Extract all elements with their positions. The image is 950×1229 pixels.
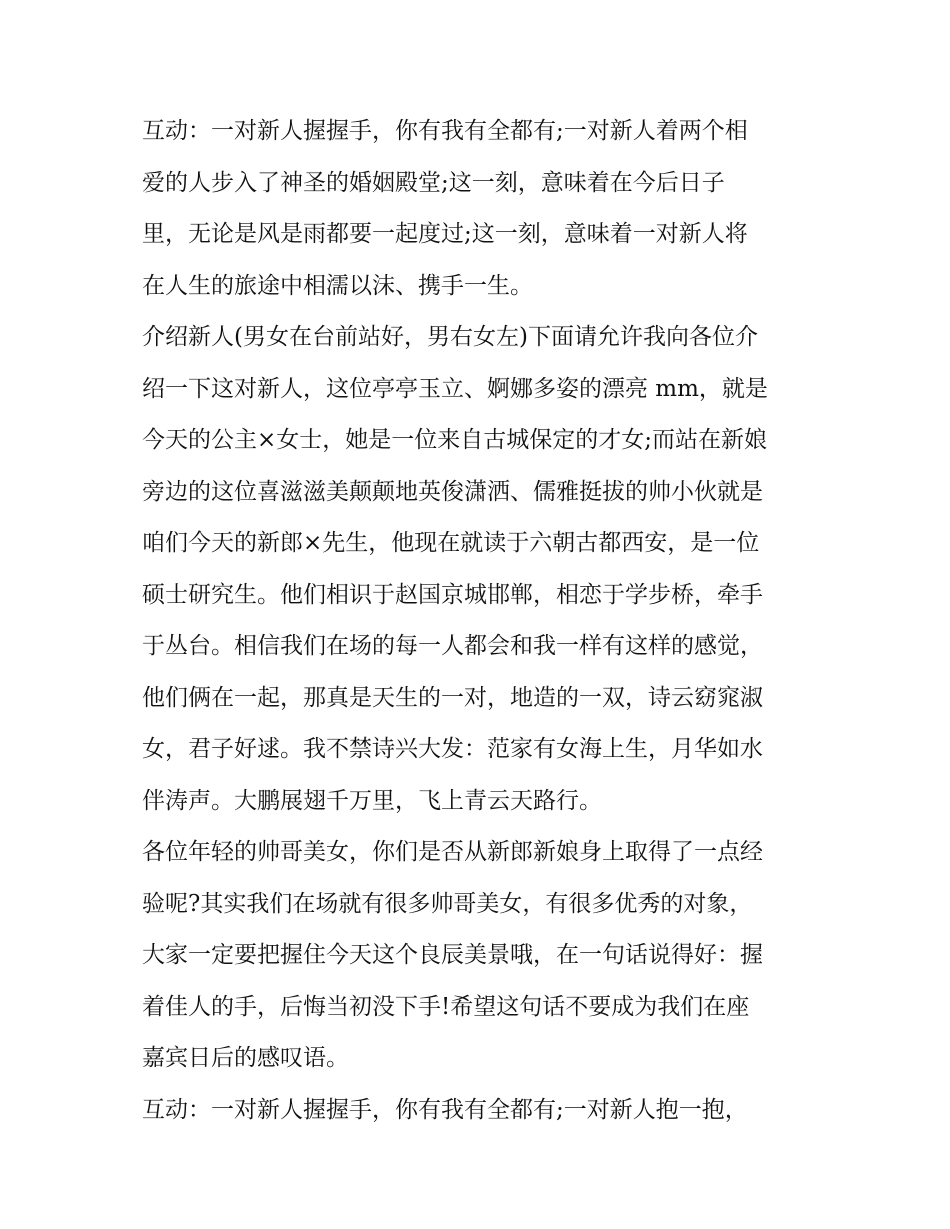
text-line: 旁边的这位喜滋滋美颠颠地英俊潇洒、儒雅挺拔的帅小伙就是 xyxy=(142,478,763,505)
text-line: 大家一定要把握住今天这个良辰美景哦，在一句话说得好：握 xyxy=(142,942,763,968)
text-line: 他们俩在一起，那真是天生的一对，地造的一双，诗云窈窕淑 xyxy=(142,684,763,711)
text-line: 验呢?其实我们在场就有很多帅哥美女，有很多优秀的对象， xyxy=(142,890,753,917)
document-body xyxy=(142,106,812,1136)
text-line: 硕士研究生。他们相识于赵国京城邯郸，相恋于学步桥，牵手 xyxy=(142,581,763,608)
text-line: 互动：一对新人握握手，你有我有全都有;一对新人着两个相 xyxy=(142,118,748,144)
paragraph-interaction-2 xyxy=(142,1085,812,1137)
text-line: 里，无论是风是雨都要一起度过;这一刻，意味着一对新人将 xyxy=(142,221,748,247)
text-line: 绍一下这对新人，这位亭亭玉立、婀娜多姿的漂亮 mm，就是 xyxy=(142,375,768,402)
text-line: 伴涛声。大鹏展翅千万里，飞上青云天路行。 xyxy=(142,787,602,814)
text-line: 互动：一对新人握握手，你有我有全都有;一对新人抱一抱， xyxy=(142,1096,748,1123)
text-line: 在人生的旅途中相濡以沫、携手一生。 xyxy=(142,272,533,299)
text-line: 各位年轻的帅哥美女，你们是否从新郎新娘身上取得了一点经 xyxy=(142,839,763,865)
paragraph-introduce-couple xyxy=(142,312,812,827)
text-line: 着佳人的手，后悔当初没下手!希望这句话不要成为我们在座 xyxy=(142,993,750,1020)
text-line: 爱的人步入了神圣的婚姻殿堂;这一刻，意味着在今后日子 xyxy=(142,169,725,196)
paragraph-interaction-1 xyxy=(142,106,812,312)
text-line: 今天的公主×女士，她是一位来自古城保定的才女;而站在新娘 xyxy=(142,427,768,453)
text-line: 女，君子好逑。我不禁诗兴大发：范家有女海上生，月华如水 xyxy=(142,736,763,762)
text-line: 咱们今天的新郎×先生，他现在就读于六朝古都西安，是一位 xyxy=(142,530,760,556)
paragraph-address-guests xyxy=(142,827,812,1085)
text-line: 于丛台。相信我们在场的每一人都会和我一样有这样的感觉， xyxy=(142,633,763,659)
text-line: 介绍新人(男女在台前站好，男右女左)下面请允许我向各位介 xyxy=(142,324,758,350)
text-line: 嘉宾日后的感叹语。 xyxy=(142,1045,349,1071)
